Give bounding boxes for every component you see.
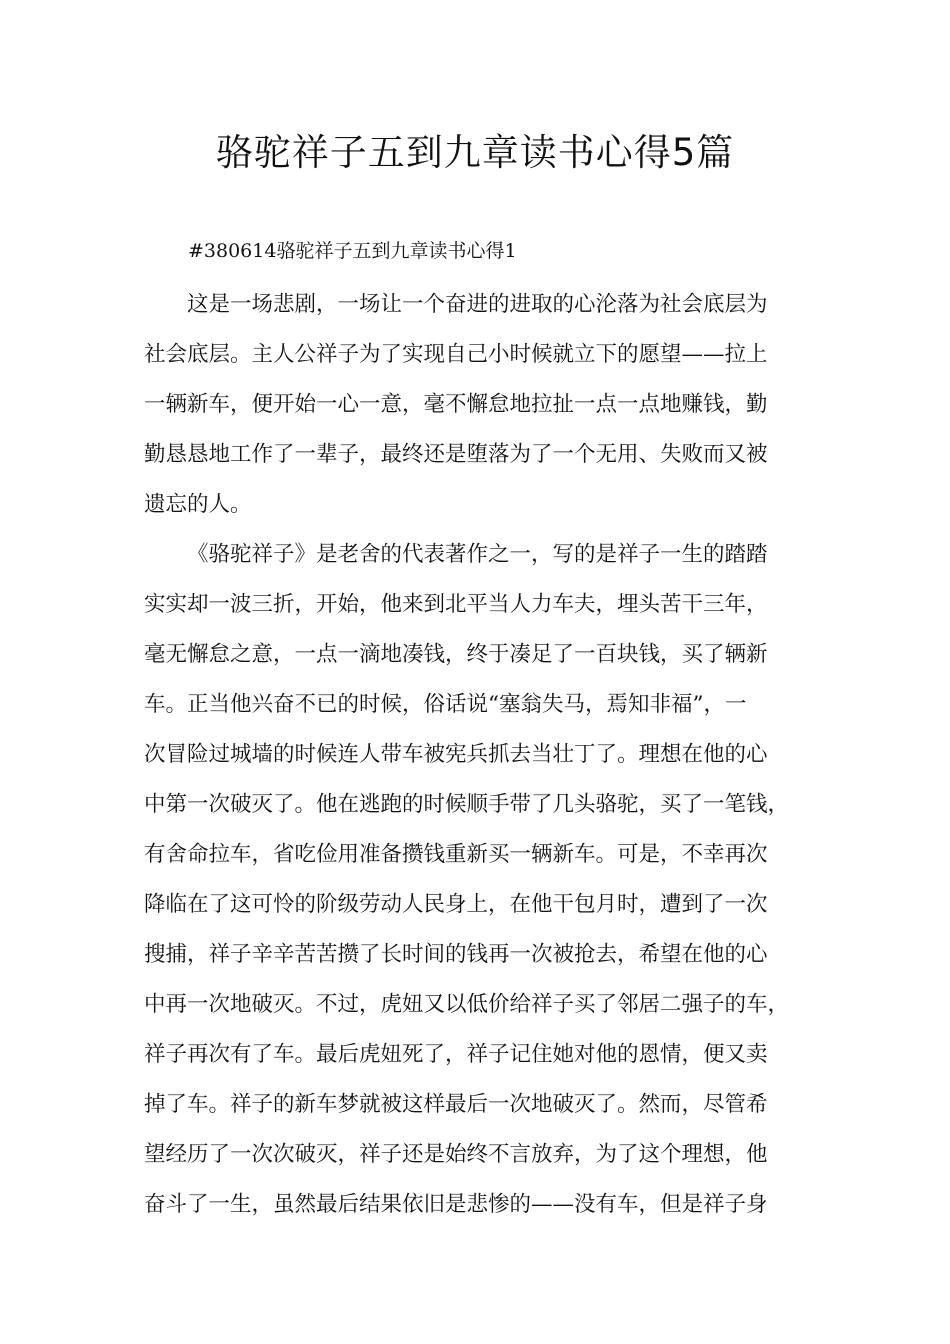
paragraph-1 <box>144 280 816 530</box>
text-line: 搜捕，祥子辛辛苦苦攒了长时间的钱再一次被抢去，希望在他的心 <box>144 942 768 967</box>
text-line: 这是一场悲剧，一场让一个奋进的进取的心沦落为社会底层为 <box>187 292 768 317</box>
text-line: 《骆驼祥子》是老舍的代表著作之一，写的是祥子一生的踏踏 <box>187 542 768 567</box>
text-line: 勤恳恳地工作了一辈子，最终还是堕落为了一个无用、失败而又被 <box>144 442 768 467</box>
section-heading: #380614骆驼祥子五到九章读书心得1 <box>188 240 517 262</box>
text-line: 祥子再次有了车。最后虎妞死了，祥子记住她对他的恩情，便又卖 <box>144 1042 768 1067</box>
document-title: 骆驼祥子五到九章读书心得5篇 <box>215 131 735 174</box>
text-line: 车。正当他兴奋不已的时候，俗话说“塞翁失马，焉知非福”，一 <box>144 692 747 717</box>
paragraph-2 <box>144 530 816 1230</box>
text-line: 中再一次地破灭。不过，虎妞又以低价给祥子买了邻居二强子的车， <box>144 992 790 1017</box>
text-line: 遗忘的人。 <box>144 492 252 517</box>
text-line: 奋斗了一生，虽然最后结果依旧是悲惨的——没有车，但是祥子身 <box>144 1192 768 1217</box>
text-line: 实实却一波三折，开始，他来到北平当人力车夫，埋头苦干三年， <box>144 592 768 617</box>
text-line: 次冒险过城墙的时候连人带车被宪兵抓去当壮丁了。理想在他的心 <box>144 742 768 767</box>
text-line: 降临在了这可怜的阶级劳动人民身上，在他干包月时，遭到了一次 <box>144 892 768 917</box>
text-line: 望经历了一次次破灭，祥子还是始终不言放弃，为了这个理想，他 <box>144 1142 768 1167</box>
text-line: 中第一次破灭了。他在逃跑的时候顺手带了几头骆驼，买了一笔钱， <box>144 792 790 817</box>
text-line: 毫无懈怠之意，一点一滴地凑钱，终于凑足了一百块钱，买了辆新 <box>144 642 768 667</box>
text-line: 掉了车。祥子的新车梦就被这样最后一次地破灭了。然而，尽管希 <box>144 1092 768 1117</box>
text-line: 一辆新车，便开始一心一意，毫不懈怠地拉扯一点一点地赚钱，勤 <box>144 392 768 417</box>
text-line: 社会底层。主人公祥子为了实现自己小时候就立下的愿望——拉上 <box>144 342 768 367</box>
text-line: 有舍命拉车，省吃俭用准备攒钱重新买一辆新车。可是，不幸再次 <box>144 842 768 867</box>
document-body <box>144 280 816 1230</box>
